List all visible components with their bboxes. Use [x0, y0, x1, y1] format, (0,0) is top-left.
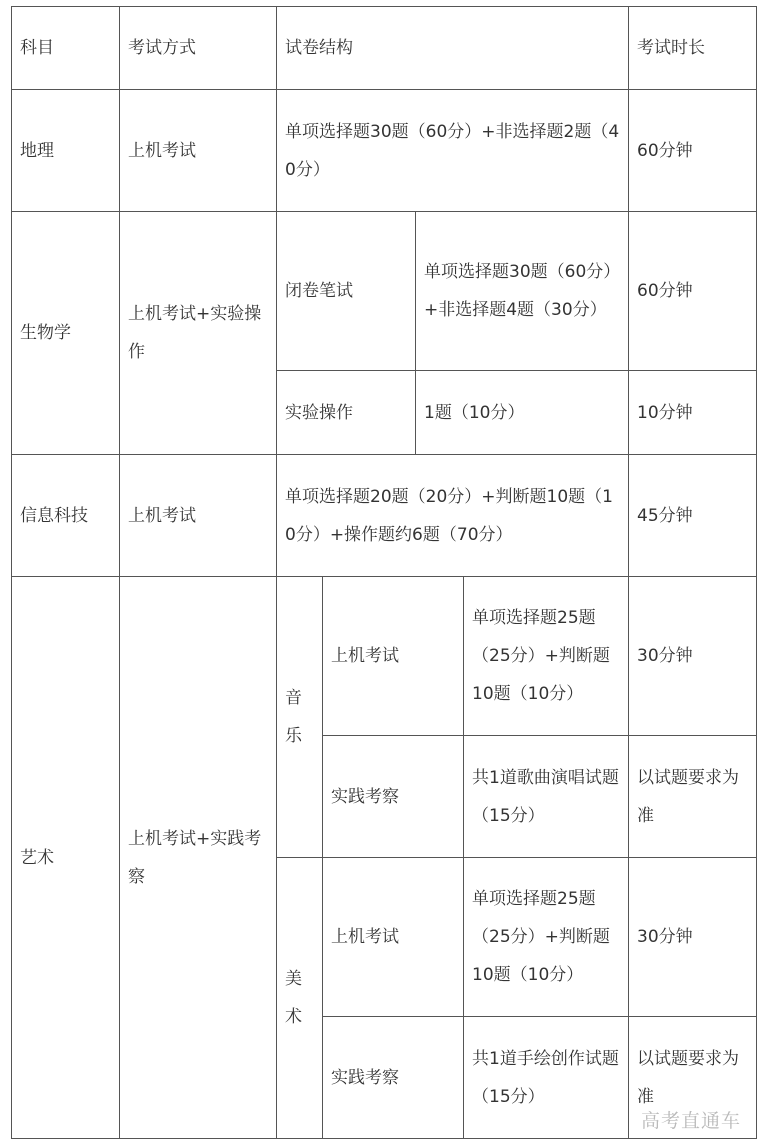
art-subject: 艺术 [12, 577, 120, 1139]
it-method: 上机考试 [120, 455, 277, 577]
it-structure: 单项选择题20题（20分）+判断题10题（10分）+操作题约6题（70分） [277, 455, 629, 577]
it-subject: 信息科技 [12, 455, 120, 577]
header-subject: 科目 [12, 7, 120, 90]
biology-lab-duration: 10分钟 [629, 371, 757, 455]
header-duration: 考试时长 [629, 7, 757, 90]
fine-label: 美术 [277, 858, 323, 1139]
geography-structure: 单项选择题30题（60分）+非选择题2题（40分） [277, 90, 629, 212]
table-header-row [12, 7, 757, 90]
fine-practice-duration: 以试题要求为准 [629, 1017, 757, 1139]
exam-table [11, 6, 757, 1139]
geography-method: 上机考试 [120, 90, 277, 212]
music-practice-duration: 以试题要求为准 [629, 736, 757, 858]
music-label: 音乐 [277, 577, 323, 858]
biology-lab-label: 实验操作 [277, 371, 416, 455]
biology-subject: 生物学 [12, 212, 120, 455]
table-row-geography [12, 90, 757, 212]
art-method: 上机考试+实践考察 [120, 577, 277, 1139]
header-method: 考试方式 [120, 7, 277, 90]
fine-practice-label: 实践考察 [323, 1017, 464, 1139]
geography-duration: 60分钟 [629, 90, 757, 212]
biology-lab-structure: 1题（10分） [416, 371, 629, 455]
music-computer-duration: 30分钟 [629, 577, 757, 736]
biology-written-duration: 60分钟 [629, 212, 757, 371]
music-practice-label: 实践考察 [323, 736, 464, 858]
biology-written-label: 闭卷笔试 [277, 212, 416, 371]
table-row-music-computer [12, 577, 757, 736]
fine-computer-structure: 单项选择题25题（25分）+判断题10题（10分） [464, 858, 629, 1017]
geography-subject: 地理 [12, 90, 120, 212]
fine-computer-duration: 30分钟 [629, 858, 757, 1017]
fine-computer-label: 上机考试 [323, 858, 464, 1017]
fine-practice-structure: 共1道手绘创作试题（15分） [464, 1017, 629, 1139]
biology-written-structure: 单项选择题30题（60分）+非选择题4题（30分） [416, 212, 629, 371]
table-row-it [12, 455, 757, 577]
watermark: 高考直通车 [640, 1110, 741, 1132]
header-structure: 试卷结构 [277, 7, 629, 90]
music-practice-structure: 共1道歌曲演唱试题（15分） [464, 736, 629, 858]
music-computer-label: 上机考试 [323, 577, 464, 736]
biology-method: 上机考试+实验操作 [120, 212, 277, 455]
music-computer-structure: 单项选择题25题（25分）+判断题10题（10分） [464, 577, 629, 736]
table-row-biology-written [12, 212, 757, 371]
it-duration: 45分钟 [629, 455, 757, 577]
